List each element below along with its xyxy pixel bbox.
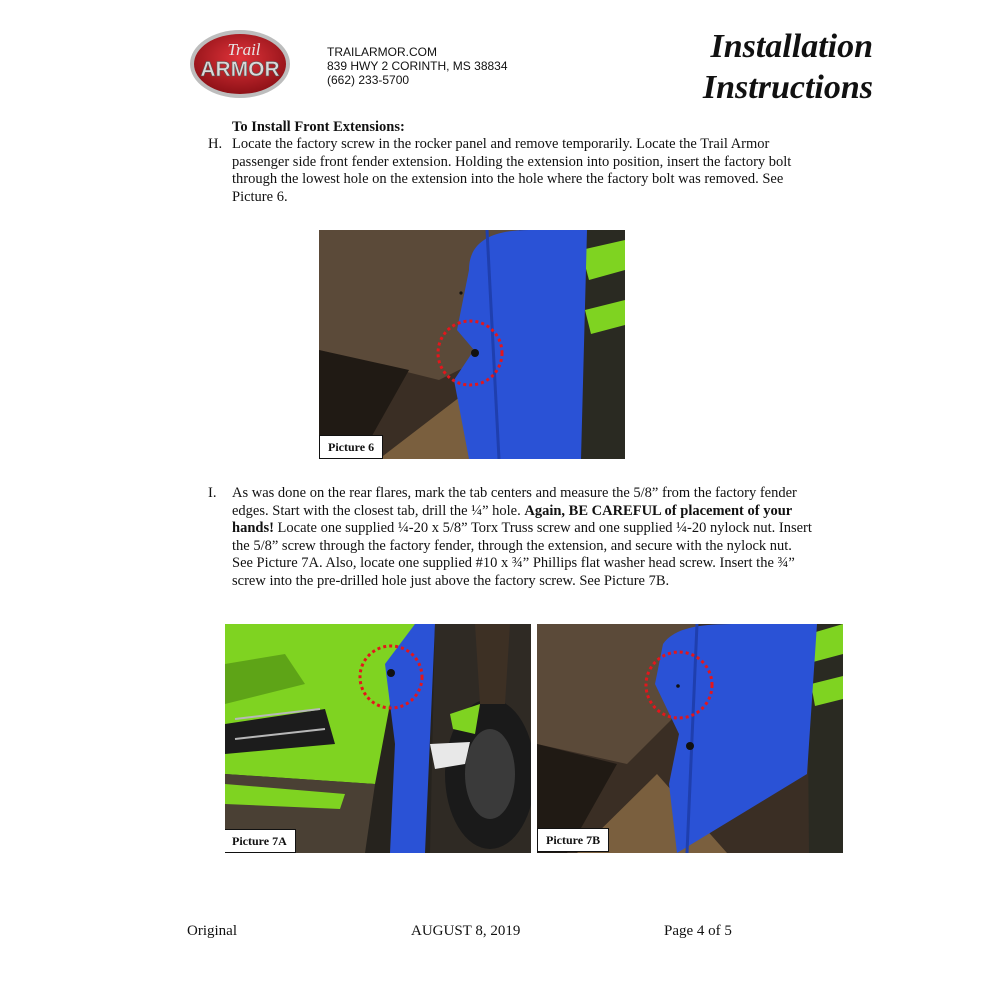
company-website: TRAILARMOR.COM	[327, 45, 438, 59]
step-i-text-part1: As was done on the rear flares, mark the tab centers and measure the 5/8” from the factory fender edges. Start with the closest tab, drill the ¼” hole.	[232, 485, 797, 519]
step-h-text: Locate the factory screw in the rocker panel and remove temporarily. Locate the Trail Armor passenger side front fender extension. Holding the extension into position, insert the factory bolt through the lowest hole on the extension into the hole where the factory bolt was removed. See Picture 6.	[232, 136, 792, 205]
company-address: 839 HWY 2 CORINTH, MS 38834	[327, 59, 508, 73]
step-i-letter: I.	[208, 485, 217, 501]
company-info	[327, 45, 508, 87]
picture-6-photo	[319, 230, 625, 459]
footer-page-number: Page 4 of 5	[664, 923, 732, 939]
trail-armor-logo	[188, 28, 292, 100]
step-i-text	[232, 485, 816, 590]
footer-date: AUGUST 8, 2019	[411, 923, 521, 939]
picture-7a-caption: Picture 7A	[225, 829, 296, 853]
title-line-1: Installation	[710, 28, 873, 65]
footer-version: Original	[187, 923, 237, 939]
step-i-text-part2: Locate one supplied ¼-20 x 5/8” Torx Truss screw and one supplied ¼-20 nylock nut. Insert the 5/8” screw through the factory fender, through the extension, and secure with the nylock nut. See Picture 7A. Also, locate one supplied #10 x ¾” Phillips flat washer head screw. Insert the ¾” screw into the pre-drilled hole just above the factory screw. See Picture 7B.	[232, 520, 812, 589]
title-line-2: Instructions	[702, 69, 873, 106]
step-h	[208, 136, 818, 208]
step-h-letter: H.	[208, 136, 223, 152]
picture-7b-caption: Picture 7B	[537, 828, 609, 852]
picture-7a-photo	[225, 624, 531, 853]
company-phone: (662) 233-5700	[327, 73, 410, 87]
logo-text-trail: Trail	[227, 40, 261, 59]
document-title	[703, 26, 873, 108]
step-i	[208, 485, 818, 609]
section-heading: To Install Front Extensions:	[232, 119, 405, 135]
step-i-warning: Again, BE CAREFUL of placement of your hands!	[232, 502, 792, 536]
picture-6-caption: Picture 6	[319, 435, 383, 459]
logo-text-armor: ARMOR	[200, 58, 280, 81]
picture-7b-photo	[537, 624, 843, 853]
